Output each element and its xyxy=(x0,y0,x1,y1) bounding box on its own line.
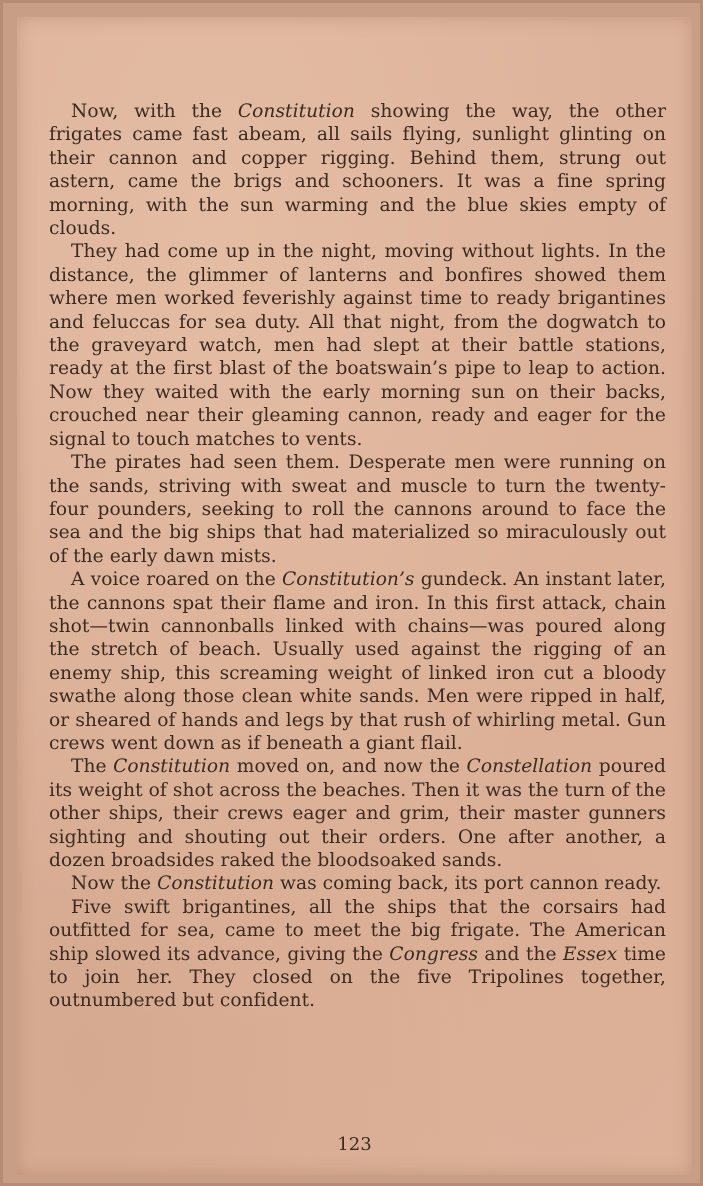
paragraph xyxy=(49,100,666,240)
text-run: showing the way, the other frigates came fast abeam, all sails flying, sunlight glinting on their cannon and copper rigging. Behind them, strung out astern, came the brigs and schooners. It was a fine spring morning, with the sun warming and the blue skies empty of clouds. xyxy=(49,101,667,240)
paragraph xyxy=(49,451,666,568)
text-run: Now the xyxy=(71,873,158,895)
italic-ship-name: Essex xyxy=(562,943,618,965)
text-run: was coming back, its port cannon ready. xyxy=(274,873,662,895)
italic-ship-name: Constitution’s xyxy=(281,569,415,591)
text-run: Five swift brigantines, all the ships that the corsairs had outfitted for sea, came to meet the big frigate. The American ship slowed its advance, giving the xyxy=(49,896,666,965)
text-run: The xyxy=(71,756,114,778)
italic-ship-name: Constitution xyxy=(237,101,355,122)
text-run: moved on, and now the xyxy=(230,756,467,778)
italic-ship-name: Constellation xyxy=(466,756,593,778)
paragraph xyxy=(49,896,666,1013)
paragraph xyxy=(49,240,666,451)
book-page xyxy=(17,17,692,1175)
text-run: A voice roared on the xyxy=(71,569,282,591)
italic-ship-name: Constitution xyxy=(157,873,275,895)
text-run: and the xyxy=(477,943,563,965)
text-run: Now, with the xyxy=(71,101,238,122)
text-run: gundeck. An instant later, the cannons spat their flame and iron. In this first attack, chain shot—twin cannonballs linked with chains—was poured along the stretch of beach. Usually used against the rigging of an enemy ship, this screaming weight of linked iron cut a bloody swathe along those clean white sands. Men were ripped in half, or sheared of hands and legs by that rush of whirling metal. Gun crews went down as if beneath a giant flail. xyxy=(49,569,666,754)
paragraph xyxy=(49,755,666,872)
paragraph xyxy=(49,872,666,895)
text-run: They had come up in the night, moving without lights. In the distance, the glimmer of lanterns and bonfires showed them where men worked feverishly against time to ready brigantines and feluccas for sea duty. All that night, from the dogwatch to the graveyard watch, men had slept at their battle stations, ready at the first blast of the boatswain’s pipe to leap to action. Now they waited with the early morning sun on their backs, crouched near their gleaming cannon, ready and eager for the signal to touch matches to vents. xyxy=(49,241,666,450)
page-number: 123 xyxy=(337,1134,372,1155)
text-run: poured its weight of shot across the beaches. Then it was the turn of the other ships, their crews eager and grim, their master gunners sighting and shouting out their orders. One after another, a dozen broadsides raked the bloodsoaked sands. xyxy=(49,756,666,871)
paragraph xyxy=(49,568,666,755)
text-run: The pirates had seen them. Desperate men were running on the sands, striving with sweat and muscle to turn the twenty-four pounders, seeking to roll the cannons around to face the sea and the big ships that had materialized so miraculously out of the early dawn mists. xyxy=(49,452,666,567)
text-run: time to join her. They closed on the five Tripolines together, outnumbered but confident. xyxy=(49,943,666,1012)
italic-ship-name: Constitution xyxy=(113,756,231,778)
body-text xyxy=(49,100,666,1013)
italic-ship-name: Congress xyxy=(389,943,478,965)
